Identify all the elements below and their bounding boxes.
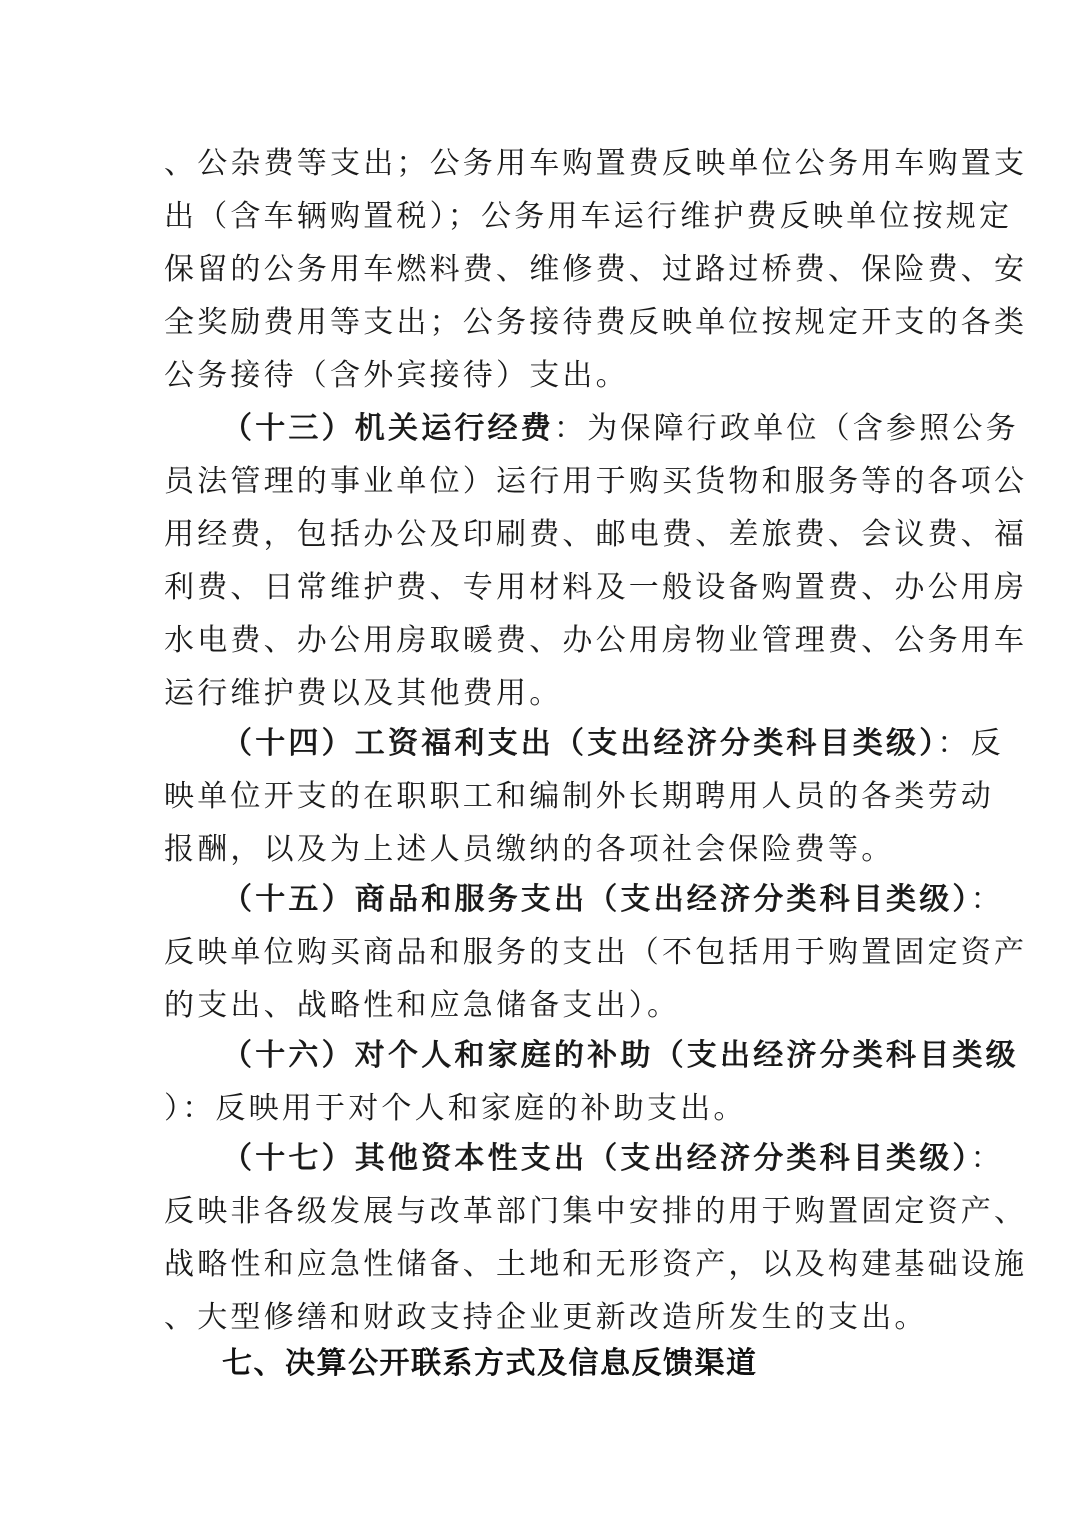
section-17-first-line bbox=[222, 1131, 1004, 1187]
paragraph-line: 用经费，包括办公及印刷费、邮电费、差旅费、会议费、福 bbox=[164, 517, 1028, 552]
section-15-first-line bbox=[222, 872, 1004, 928]
section-17-text: ： bbox=[970, 1141, 1004, 1176]
section-13-first-line bbox=[222, 401, 1019, 457]
section-17-term: （十七）其他资本性支出（支出经济分类科目类级） bbox=[222, 1141, 971, 1176]
section-heading: 七、决算公开联系方式及信息反馈渠道 bbox=[222, 1346, 758, 1381]
paragraph-line: ）：反映用于对个人和家庭的补助支出。 bbox=[164, 1091, 747, 1126]
paragraph-line: 的支出、战略性和应急储备支出）。 bbox=[164, 988, 681, 1023]
paragraph-line: 员法管理的事业单位）运行用于购买货物和服务等的各项公 bbox=[164, 464, 1028, 499]
section-15-term: （十五）商品和服务支出（支出经济分类科目类级） bbox=[222, 882, 971, 917]
paragraph-line: 水电费、办公用房取暖费、办公用房物业管理费、公务用车 bbox=[164, 623, 1028, 658]
paragraph-line: 反映单位购买商品和服务的支出（不包括用于购置固定资产 bbox=[164, 935, 1028, 970]
paragraph-line: 全奖励费用等支出；公务接待费反映单位按规定开支的各类 bbox=[164, 305, 1028, 340]
paragraph-line: 利费、日常维护费、专用材料及一般设备购置费、办公用房 bbox=[164, 570, 1028, 605]
section-15-text: ： bbox=[970, 882, 1004, 917]
paragraph-line: 、公杂费等支出；公务用车购置费反映单位公务用车购置支 bbox=[164, 146, 1028, 181]
paragraph-line: 公务接待（含外宾接待）支出。 bbox=[164, 358, 629, 393]
paragraph-line: 报酬，以及为上述人员缴纳的各项社会保险费等。 bbox=[164, 832, 895, 867]
paragraph-line: 保留的公务用车燃料费、维修费、过路过桥费、保险费、安 bbox=[164, 252, 1028, 287]
section-14-first-line bbox=[222, 716, 1004, 772]
paragraph-line: 战略性和应急性储备、土地和无形资产，以及构建基础设施 bbox=[164, 1247, 1028, 1282]
section-16-term: （十六）对个人和家庭的补助（支出经济分类科目类级 bbox=[222, 1038, 1019, 1073]
paragraph-line: 反映非各级发展与改革部门集中安排的用于购置固定资产、 bbox=[164, 1194, 1028, 1229]
section-13-term: （十三）机关运行经费 bbox=[222, 411, 554, 446]
paragraph-line: 映单位开支的在职职工和编制外长期聘用人员的各类劳动 bbox=[164, 779, 994, 814]
paragraph-line: 出（含车辆购置税）；公务用车运行维护费反映单位按规定 bbox=[164, 199, 1013, 234]
section-16-first-line bbox=[222, 1028, 1019, 1084]
paragraph-line: 、大型修缮和财政支持企业更新改造所发生的支出。 bbox=[164, 1300, 928, 1335]
section-14-term: （十四）工资福利支出（支出经济分类科目类级） bbox=[222, 726, 938, 761]
section-14-text: ：反 bbox=[937, 726, 1004, 761]
paragraph-line: 运行维护费以及其他费用。 bbox=[164, 676, 563, 711]
section-13-text: ：为保障行政单位（含参照公务 bbox=[554, 411, 1019, 446]
